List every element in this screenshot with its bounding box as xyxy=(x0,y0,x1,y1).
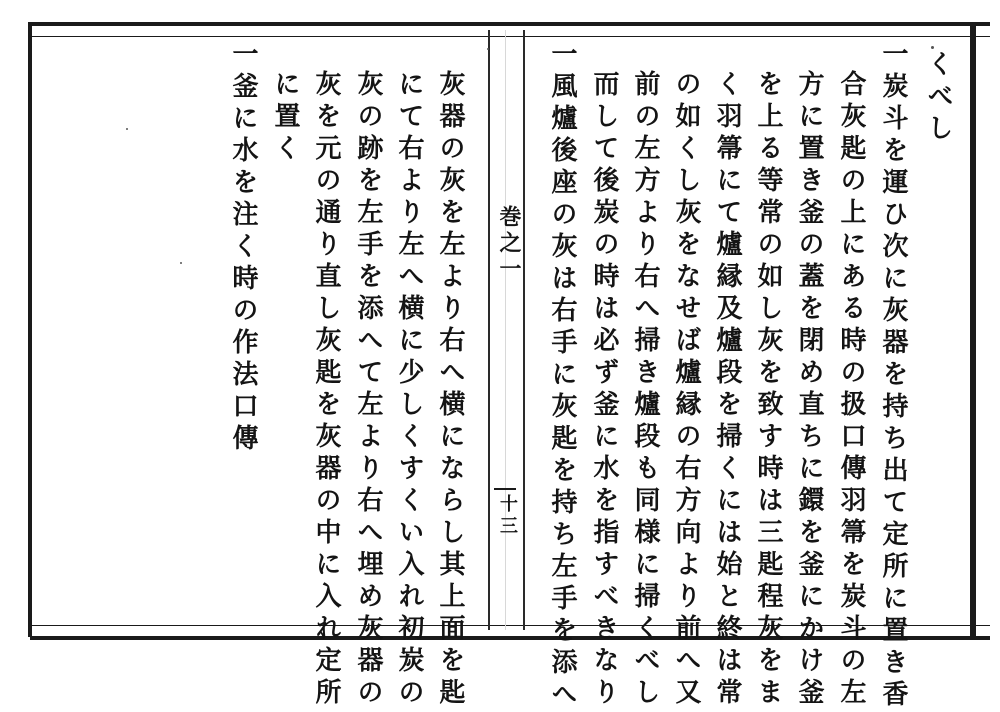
paper-speck xyxy=(931,46,934,49)
right-text-column-6: く羽箒にて爐縁及爐段を掃くには始と終は常 xyxy=(712,70,742,710)
right-text-column-9: 而して後炭の時は必ず釜に水を指すべきなり xyxy=(589,70,619,710)
frame-left-border xyxy=(28,22,32,637)
volume-label: 巻之一 xyxy=(496,205,522,283)
frame-right-border xyxy=(970,22,976,637)
paper-speck xyxy=(126,128,128,130)
page-number: 十三 xyxy=(497,494,518,538)
paper-speck xyxy=(180,262,182,264)
gutter-rule-left xyxy=(488,30,490,630)
left-text-column-5: に置く xyxy=(270,70,300,166)
left-text-column-2: にて右より左へ横に少しくすくい入れ初炭の xyxy=(394,70,424,710)
right-text-column-5: を上る等常の如し灰を致す時は三匙程灰をま xyxy=(753,70,783,710)
gutter-rule-right xyxy=(523,30,525,630)
right-text-column-8: 前の左方より右へ掃き爐段も同様に掃くべし xyxy=(630,70,660,710)
left-text-column-6: 一釜に水を注く時の作法口傳 xyxy=(228,40,258,456)
left-text-column-3: 灰の跡を左手を添へて左より右へ埋め灰器の xyxy=(353,70,383,710)
right-text-column-4: 方に置き釜の蓋を閉め直ちに鐶を釜にかけ釜 xyxy=(794,70,824,710)
right-text-column-1: くべし xyxy=(923,50,953,146)
right-text-column-2: 一炭斗を運ひ次に灰器を持ち出て定所に置き香 xyxy=(878,40,908,712)
page-number-rule xyxy=(494,488,516,490)
page-crease xyxy=(505,30,506,630)
right-text-column-3: 合灰匙の上にある時の扱口傳羽箒を炭斗の左 xyxy=(836,70,866,710)
left-text-column-1: 灰器の灰を左より右へ横にならし其上面を匙 xyxy=(435,70,465,710)
right-text-column-10: 一風爐後座の灰は右手に灰匙を持ち左手を添へ xyxy=(547,40,577,712)
frame-top-border xyxy=(30,22,990,37)
right-text-column-7: の如くし灰をなせば爐縁の右方向より前へ又 xyxy=(671,70,701,710)
left-text-column-4: 灰を元の通り直し灰匙を灰器の中に入れ定所 xyxy=(311,70,341,710)
paper-speck xyxy=(487,48,489,50)
